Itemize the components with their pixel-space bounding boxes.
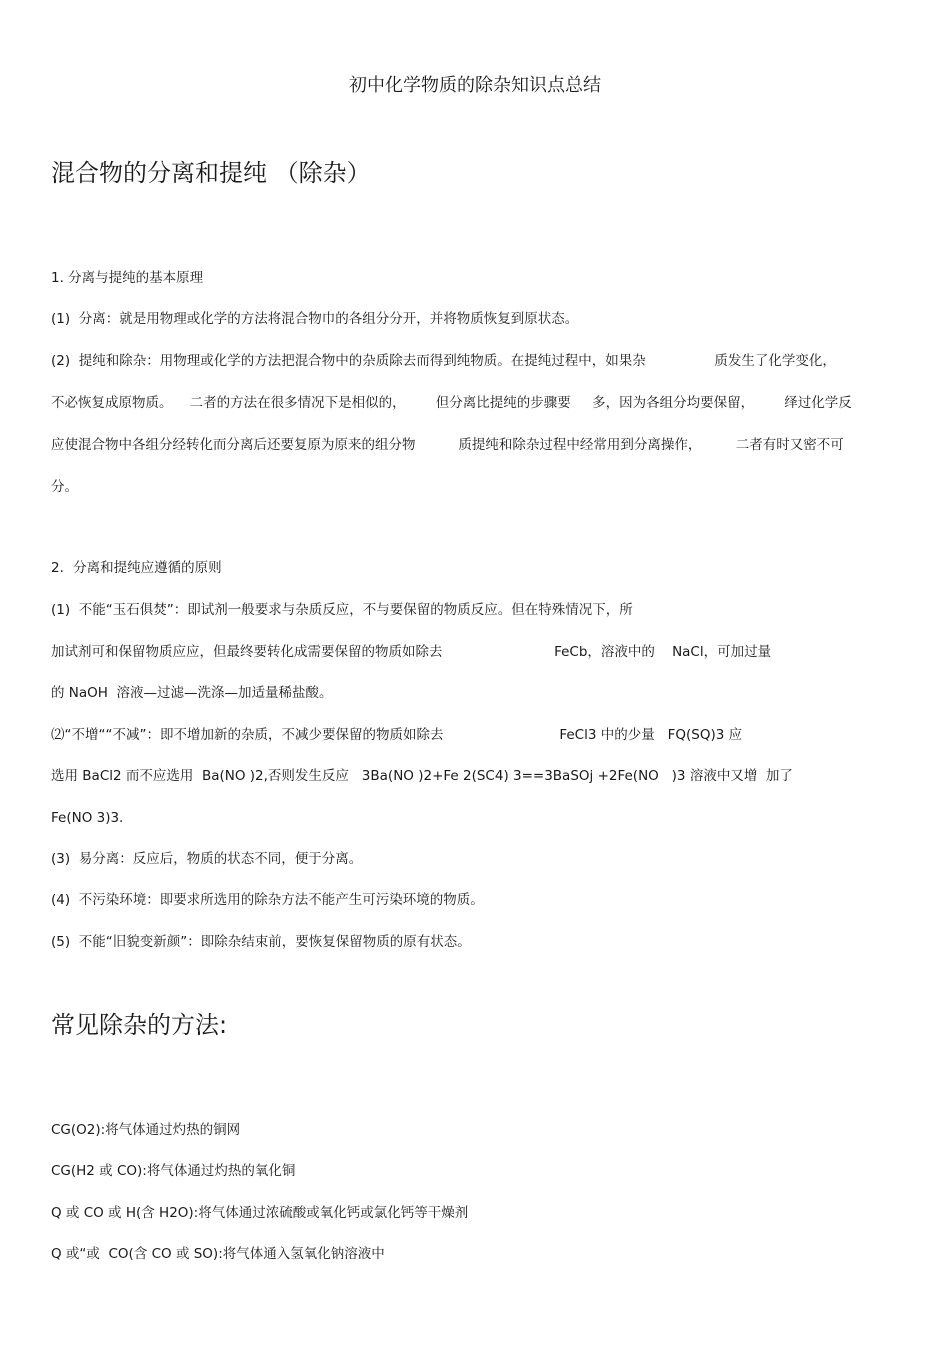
rule2-line-2: 选用 BaCl2 而不应选用 Ba(NO )2,否则发生反应 3Ba(NO )2+Fe 2(SC4) 3==3BaSOj +2Fe(NO )3 溶液中又增 加了 xyxy=(51,768,793,784)
section2-heading: 2．分离和提纯应遵循的原则 xyxy=(51,560,222,576)
section1-paragraph-1: (1) 分离：就是用物理或化学的方法将混合物巾的各组分分开，并将物质恢复到原状态。 xyxy=(51,311,579,327)
rule1-line-2: 加试剂可和保留物质应应，但最终要转化成需要保留的物质如除去 FeCb，溶液中的 NaCl，可加过量 xyxy=(51,644,772,660)
rule4: (4) 不污染环境：即要求所选用的除杂方法不能产生可污染环境的物质。 xyxy=(51,892,484,908)
method-item: CG(H2 或 CO):将气体通过灼热的氧化铜 xyxy=(51,1163,296,1179)
rule1-line-3: 的 NaOH 溶液—过滤—洗涤—加适量稀盐酸。 xyxy=(51,685,333,701)
method-item: CG(O2):将气体通过灼热的铜网 xyxy=(51,1122,241,1138)
rule3: (3) 易分离：反应后，物质的状态不同，便于分离。 xyxy=(51,851,363,867)
heading-separation-purification: 混合物的分离和提纯 （除杂） xyxy=(51,159,371,187)
rule1-line-1: (1) 不能“玉石俱焚”：即试剂一般要求与杂质反应，不与要保留的物质反应。但在特殊情况下，所 xyxy=(51,602,633,618)
rule2-line-3: Fe(NO 3)3. xyxy=(51,810,124,826)
section1-paragraph-2-line-1: (2) 提纯和除杂：用物理或化学的方法把混合物中的杂质除去而得到纯物质。在提纯过程中，如果杂 质发生了化学变化， xyxy=(51,353,836,369)
document-title: 初中化学物质的除杂知识点总结 xyxy=(349,75,601,96)
section1-paragraph-2-line-3: 应使混合物中各组分经转化而分离后还要复原为原来的组分物 质提纯和除杂过程中经常用到分离操作， 二者有时又密不可 xyxy=(51,437,844,453)
rule5: (5) 不能“旧貌变新颜”：即除杂结束前，要恢复保留物质的原有状态。 xyxy=(51,934,471,950)
section1-paragraph-2-line-4: 分。 xyxy=(51,479,78,495)
method-item: Q 或 CO 或 H(含 H2O):将气体通过浓硫酸或氧化钙或氯化钙等干燥剂 xyxy=(51,1205,469,1221)
method-item: Q 或“或 CO(含 CO 或 SO):将气体通入氢氧化钠溶液中 xyxy=(51,1246,385,1262)
rule2-line-1: ⑵“不增““不减”：即不增加新的杂质，不减少要保留的物质如除去 FeCl3 中的少量 FQ(SQ)3 应 xyxy=(51,727,743,743)
heading-common-methods: 常见除杂的方法: xyxy=(51,1011,228,1039)
section1-heading: 1. 分离与提纯的基本原理 xyxy=(51,270,204,286)
section1-paragraph-2-line-2: 不必恢复成原物质。 二者的方法在很多情况下是相似的， 但分离比提纯的步骤要 多，因为各组分均要保留， 绎过化学反 xyxy=(51,395,852,411)
